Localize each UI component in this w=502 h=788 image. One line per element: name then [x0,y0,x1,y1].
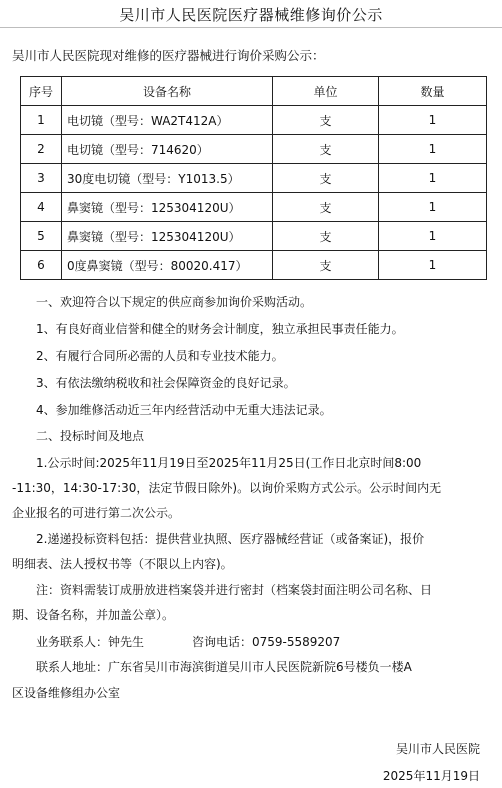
cell-no: 5 [21,222,62,251]
cell-no: 6 [21,251,62,280]
table-row [21,251,487,280]
schedule-line: -11:30，14:30-17:30，法定节假日除外)。以询价采购方式公示。公示时间内无 [12,481,442,495]
cell-name: 鼻窦镜（型号：125304120U） [62,222,273,251]
table-row [21,106,487,135]
requirement-item: 4、参加维修活动近三年内经营活动中无重大违法记录。 [36,403,332,417]
header-name: 设备名称 [62,77,273,106]
cell-unit: 支 [273,135,379,164]
title-divider [0,27,502,28]
contact-person: 业务联系人：钟先生 [36,635,145,649]
cell-name: 电切镜（型号：WA2T412A） [62,106,273,135]
cell-unit: 支 [273,164,379,193]
intro-text: 吴川市人民医院现对维修的医疗器械进行询价采购公示： [12,48,325,63]
cell-unit: 支 [273,251,379,280]
contact-phone: 咨询电话：0759-5589207 [192,635,341,649]
cell-no: 3 [21,164,62,193]
cell-unit: 支 [273,106,379,135]
cell-name: 30度电切镜（型号：Y1013.5） [62,164,273,193]
cell-qty: 1 [379,164,487,193]
cell-qty: 1 [379,193,487,222]
cell-no: 2 [21,135,62,164]
table-row [21,222,487,251]
table-header-row [21,77,487,106]
header-unit: 单位 [273,77,379,106]
address-line: 区设备维修组办公室 [12,686,121,700]
cell-name: 鼻窦镜（型号：125304120U） [62,193,273,222]
table-row [21,164,487,193]
cell-no: 4 [21,193,62,222]
schedule-line: 1.公示时间:2025年11月19日至2025年11月25日(工作日北京时间8:00 [36,456,422,470]
cell-name: 电切镜（型号：714620） [62,135,273,164]
requirement-item: 2、有履行合同所必需的人员和专业技术能力。 [36,349,284,363]
cell-qty: 1 [379,135,487,164]
equipment-table [20,76,487,280]
table-row [21,135,487,164]
address-line: 联系人地址：广东省吴川市海滨街道吴川市人民医院新院6号楼负一楼A [36,660,412,674]
header-no: 序号 [21,77,62,106]
materials-line: 明细表、法人授权书等（不限以上内容)。 [12,557,233,571]
cell-no: 1 [21,106,62,135]
cell-unit: 支 [273,193,379,222]
page-title: 吴川市人民医院医疗器械维修询价公示 [119,6,383,24]
schedule-line: 企业报名的可进行第二次公示。 [12,506,181,520]
cell-qty: 1 [379,106,487,135]
header-qty: 数量 [379,77,487,106]
note-line: 期、设备名称，并加盖公章）。 [12,608,175,622]
note-line: 注：资料需装订成册放进档案袋并进行密封（档案袋封面注明公司名称、日 [36,583,433,597]
cell-unit: 支 [273,222,379,251]
signature-date: 2025年11月19日 [382,769,480,783]
cell-qty: 1 [379,251,487,280]
materials-line: 2.递递投标资料包括：提供营业执照、医疗器械经营证（或备案证)，报价 [36,532,425,546]
table-row [21,193,487,222]
signature-org: 吴川市人民医院 [395,742,480,756]
requirement-item: 3、有依法缴纳税收和社会保障资金的良好记录。 [36,376,296,390]
section-heading-requirements: 一、欢迎符合以下规定的供应商参加询价采购活动。 [36,295,313,309]
section-heading-schedule: 二、投标时间及地点 [36,429,145,443]
cell-qty: 1 [379,222,487,251]
requirement-item: 1、有良好商业信誉和健全的财务会计制度，独立承担民事责任能力。 [36,322,404,336]
cell-name: 0度鼻窦镜（型号：80020.417） [62,251,273,280]
